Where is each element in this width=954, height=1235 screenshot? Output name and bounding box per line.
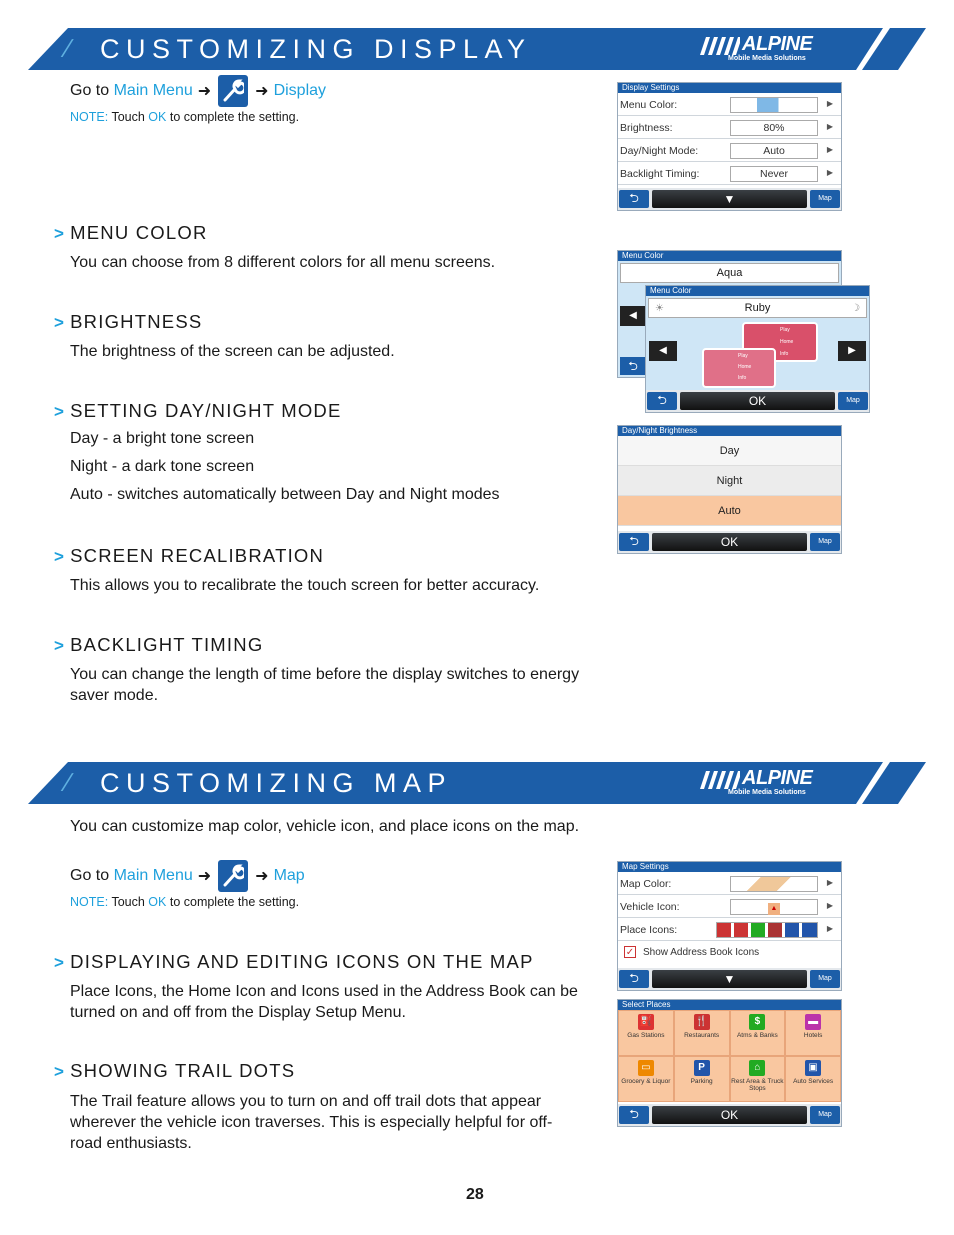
scroll-down-button[interactable]: ▼ bbox=[652, 190, 807, 208]
display-banner bbox=[28, 28, 926, 70]
goto-prefix: Go to bbox=[70, 867, 110, 884]
logo-stripes-icon bbox=[700, 37, 740, 55]
note-text: to complete the setting. bbox=[169, 110, 300, 124]
place-hotels[interactable]: ▬ Hotels bbox=[785, 1010, 841, 1056]
chevron-right-icon: > bbox=[54, 1062, 66, 1081]
arrow-icon: ➜ bbox=[255, 83, 269, 100]
option-day[interactable]: Day bbox=[618, 436, 841, 466]
rest-area-icon: ⌂ bbox=[749, 1060, 765, 1076]
place-icons-strip[interactable] bbox=[716, 922, 818, 938]
banner-title: CUSTOMIZING DISPLAY bbox=[100, 34, 532, 64]
section-heading: > MENU COLOR bbox=[54, 222, 208, 243]
display-settings-screen bbox=[617, 82, 842, 211]
map-button[interactable]: Map bbox=[810, 1106, 840, 1124]
note-label: NOTE: bbox=[70, 110, 109, 124]
note-text: Touch bbox=[111, 895, 145, 909]
screen-bottom-bar bbox=[646, 390, 869, 412]
cart-icon: ▭ bbox=[638, 1060, 654, 1076]
map-settings-screen bbox=[617, 861, 842, 991]
section-heading: > SCREEN RECALIBRATION bbox=[54, 545, 325, 566]
screen-header: Map Settings bbox=[618, 862, 841, 872]
goto-prefix: Go to bbox=[70, 82, 110, 99]
map-note bbox=[70, 895, 299, 909]
day-night-screen bbox=[617, 425, 842, 554]
chevron-right-icon: > bbox=[54, 953, 66, 972]
display-link[interactable]: Display bbox=[273, 82, 327, 99]
page-number: 28 bbox=[466, 1186, 484, 1203]
mini-label: Home bbox=[780, 339, 794, 345]
color-value: Aqua bbox=[620, 263, 839, 283]
section-body: You can choose from 8 different colors for all menu screens. bbox=[70, 254, 496, 271]
place-restaurants[interactable]: 🍴 Restaurants bbox=[674, 1010, 730, 1056]
logo-stripes-icon bbox=[700, 771, 740, 789]
ok-button[interactable]: OK bbox=[680, 392, 835, 410]
alpine-logo bbox=[700, 769, 850, 799]
places-grid bbox=[618, 1010, 841, 1102]
ok-button[interactable]: OK bbox=[652, 533, 807, 551]
setting-row[interactable]: Map Color: ▶ bbox=[618, 872, 841, 895]
setting-row[interactable]: Day/Night Mode: Auto ▶ bbox=[618, 139, 841, 162]
back-icon[interactable]: ⮌ bbox=[619, 190, 649, 208]
show-address-book-row[interactable] bbox=[618, 941, 841, 965]
fork-knife-icon: 🍴 bbox=[694, 1014, 710, 1030]
banner-title: CUSTOMIZING MAP bbox=[100, 768, 453, 798]
banner-slash-icon: ∕ bbox=[66, 767, 71, 797]
note-label: NOTE: bbox=[70, 895, 109, 909]
section-line: Auto - switches automatically between Day and Night modes bbox=[70, 486, 500, 503]
section-heading: > SHOWING TRAIL DOTS bbox=[54, 1060, 296, 1081]
screen-bottom-bar bbox=[618, 968, 841, 990]
back-icon[interactable]: ⮌ bbox=[619, 970, 649, 988]
triangle-right-icon: ▶ bbox=[826, 122, 833, 131]
triangle-right-icon: ▶ bbox=[826, 168, 833, 177]
checkbox-checked-icon[interactable]: ✓ bbox=[625, 947, 635, 958]
note-ok: OK bbox=[148, 895, 167, 909]
screen-header: Select Places bbox=[618, 1000, 841, 1010]
setting-row[interactable]: Menu Color: ▶ bbox=[618, 93, 841, 116]
place-grocery[interactable]: ▭ Grocery & Liquor bbox=[618, 1056, 674, 1102]
back-icon[interactable]: ⮌ bbox=[619, 1106, 649, 1124]
gas-pump-icon: ⛽ bbox=[638, 1014, 654, 1030]
option-auto[interactable]: Auto bbox=[618, 496, 841, 526]
bed-icon: ▬ bbox=[805, 1014, 821, 1030]
screen-header: Menu Color bbox=[646, 286, 869, 296]
dollar-icon: $ bbox=[749, 1014, 765, 1030]
back-icon[interactable]: ⮌ bbox=[647, 392, 677, 410]
map-goto bbox=[70, 860, 305, 892]
alpine-logo bbox=[700, 35, 850, 65]
triangle-right-icon: ▶ bbox=[826, 924, 833, 933]
map-color-swatch[interactable] bbox=[730, 876, 818, 892]
map-button[interactable]: Map bbox=[810, 533, 840, 551]
mini-label: Home bbox=[738, 364, 752, 370]
mini-label: Info bbox=[780, 351, 789, 357]
screen-header: Day/Night Brightness bbox=[618, 426, 841, 436]
section-heading: > BACKLIGHT TIMING bbox=[54, 634, 264, 655]
place-gas-stations[interactable]: ⛽ Gas Stations bbox=[618, 1010, 674, 1056]
place-auto-services[interactable]: ▣ Auto Services bbox=[785, 1056, 841, 1102]
setting-row[interactable]: Vehicle Icon: ▲ ▶ bbox=[618, 895, 841, 918]
menu-color-swatch[interactable] bbox=[730, 97, 818, 113]
section-body: You can change the length of time before the display switches to energy saver mode. bbox=[70, 666, 580, 704]
triangle-right-icon: ▶ bbox=[826, 145, 833, 154]
section-body: Place Icons, the Home Icon and Icons used in the Address Book can be turned on and off from the Display Setup Menu. bbox=[70, 983, 578, 1021]
display-goto bbox=[70, 75, 326, 107]
place-parking[interactable]: P Parking bbox=[674, 1056, 730, 1102]
triangle-right-icon: ▶ bbox=[826, 99, 833, 108]
logo-tagline: Mobile Media Solutions bbox=[728, 55, 806, 62]
main-menu-link[interactable]: Main Menu bbox=[113, 82, 193, 99]
setting-row[interactable]: Place Icons: ▶ bbox=[618, 918, 841, 941]
map-button[interactable]: Map bbox=[810, 970, 840, 988]
arrow-left-icon[interactable]: ◀ bbox=[649, 341, 677, 361]
screen-bottom-bar bbox=[618, 531, 841, 553]
map-intro: You can customize map color, vehicle icon, and place icons on the map. bbox=[70, 818, 580, 835]
mini-label: Play bbox=[738, 353, 748, 359]
sun-icon: ☀ bbox=[655, 303, 664, 314]
color-value: Ruby bbox=[744, 302, 771, 314]
mini-label: Info bbox=[738, 375, 747, 381]
note-ok: OK bbox=[148, 110, 167, 124]
checkbox-label: Show Address Book Icons bbox=[643, 947, 760, 958]
select-places-screen bbox=[617, 999, 842, 1127]
section-heading: > BRIGHTNESS bbox=[54, 311, 203, 332]
section-line: Night - a dark tone screen bbox=[70, 458, 255, 475]
logo-tagline: Mobile Media Solutions bbox=[728, 789, 806, 796]
ok-button[interactable]: OK bbox=[652, 1106, 807, 1124]
main-menu-link[interactable]: Main Menu bbox=[113, 867, 193, 884]
logo-word: ALPINE bbox=[742, 767, 813, 789]
parking-icon: P bbox=[694, 1060, 710, 1076]
wrench-icon bbox=[218, 75, 248, 107]
wrench-icon bbox=[218, 860, 248, 892]
chevron-right-icon: > bbox=[54, 224, 66, 243]
chevron-right-icon: > bbox=[54, 547, 66, 566]
note-text: to complete the setting. bbox=[169, 895, 300, 909]
arrow-icon: ➜ bbox=[197, 83, 212, 100]
section-body: The brightness of the screen can be adjusted. bbox=[70, 343, 395, 360]
mini-label: Play bbox=[780, 327, 790, 333]
section-line: Day - a bright tone screen bbox=[70, 430, 255, 447]
map-button[interactable]: Map bbox=[838, 392, 868, 410]
logo-word: ALPINE bbox=[742, 33, 813, 55]
section-heading: > DISPLAYING AND EDITING ICONS ON THE MAP bbox=[54, 951, 534, 972]
triangle-right-icon: ▶ bbox=[826, 878, 833, 887]
map-banner bbox=[28, 762, 926, 804]
section-body: This allows you to recalibrate the touch screen for better accuracy. bbox=[70, 577, 540, 594]
arrow-left-icon[interactable]: ◀ bbox=[620, 306, 646, 326]
triangle-right-icon: ▶ bbox=[826, 901, 833, 910]
back-icon[interactable]: ⮌ bbox=[619, 533, 649, 551]
screen-header: Menu Color bbox=[618, 251, 841, 261]
menu-color-screen-front bbox=[645, 285, 870, 413]
moon-icon: ☽ bbox=[851, 303, 860, 314]
color-value-box bbox=[648, 298, 867, 318]
option-night[interactable]: Night bbox=[618, 466, 841, 496]
scroll-down-button[interactable]: ▼ bbox=[652, 970, 807, 988]
arrow-right-icon[interactable]: ▶ bbox=[838, 341, 866, 361]
screen-header: Display Settings bbox=[618, 83, 841, 93]
setting-row[interactable]: Brightness: 80% ▶ bbox=[618, 116, 841, 139]
note-text: Touch bbox=[111, 110, 145, 124]
section-body: The Trail feature allows you to turn on and off trail dots that appear wherever the vehicle icon traverses. This is especially helpful for off-road enthusiasts. bbox=[70, 1093, 553, 1152]
ruby-preview-front bbox=[702, 348, 776, 388]
chevron-right-icon: > bbox=[54, 636, 66, 655]
place-atms-banks[interactable]: $ Atms & Banks bbox=[730, 1010, 786, 1056]
banner-slash-icon: ∕ bbox=[66, 33, 71, 63]
back-icon[interactable]: ⮌ bbox=[620, 357, 646, 375]
chevron-right-icon: > bbox=[54, 402, 66, 421]
vehicle-icon-swatch[interactable]: ▲ bbox=[730, 899, 818, 915]
display-note bbox=[70, 110, 299, 124]
chevron-right-icon: > bbox=[54, 313, 66, 332]
screen-bottom-bar bbox=[618, 188, 841, 210]
section-heading: > SETTING DAY/NIGHT MODE bbox=[54, 400, 342, 421]
arrow-icon: ➜ bbox=[197, 868, 212, 885]
map-link[interactable]: Map bbox=[273, 867, 305, 884]
setting-row[interactable]: Backlight Timing: Never ▶ bbox=[618, 162, 841, 185]
place-rest-area[interactable]: ⌂ Rest Area & Truck Stops bbox=[730, 1056, 786, 1102]
arrow-icon: ➜ bbox=[255, 868, 269, 885]
map-button[interactable]: Map bbox=[810, 190, 840, 208]
car-icon: ▣ bbox=[805, 1060, 821, 1076]
screen-bottom-bar bbox=[618, 1104, 841, 1126]
